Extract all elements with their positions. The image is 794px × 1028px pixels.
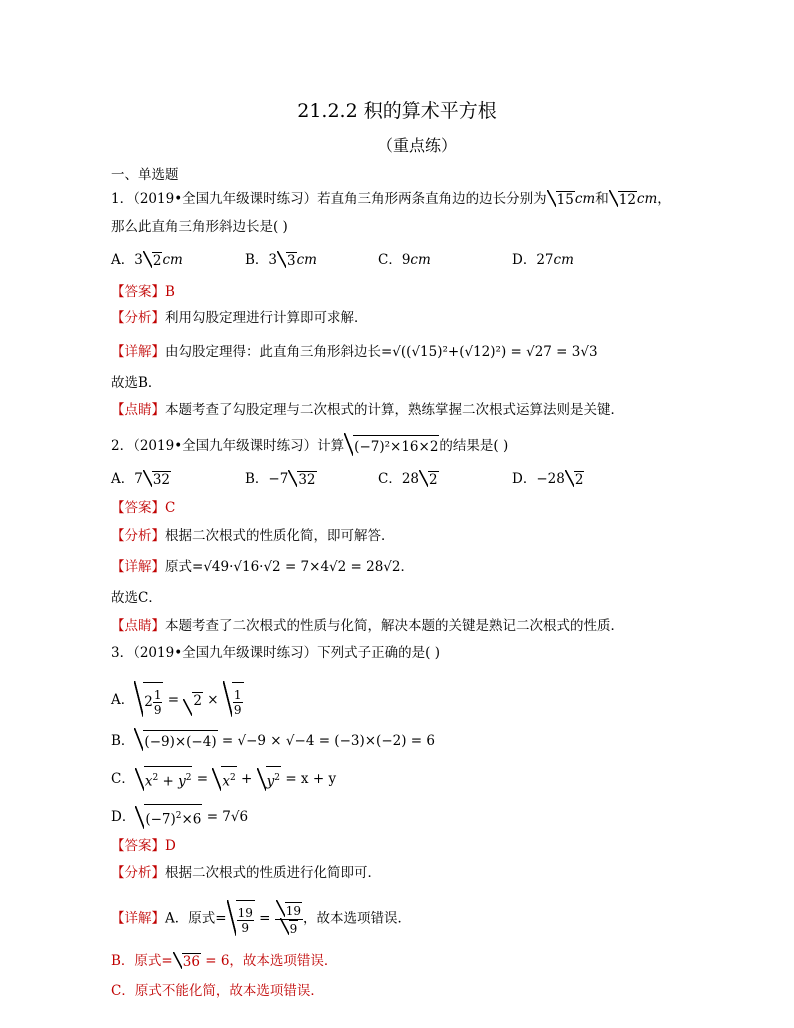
q3-option-d: D． $(-7)^2\times 6 = 7√6$ (111, 804, 248, 831)
q3-answer: 【答案】D (111, 838, 176, 854)
q2-option-b: B．−7 32 (245, 471, 316, 488)
q1-detail-math: =√((√15)²+(√12)²) = √27 = 3√3 (381, 344, 598, 360)
q1-conclusion: 故选B． (111, 375, 162, 391)
q1-stem: 1．（2019•全国九年级课时练习）若直角三角形两条直角边的边长分别为 15cm和 12cm， (111, 191, 671, 208)
page-title: 21.2.2 积的算术平方根 (297, 100, 497, 122)
q2-option-a: A．7 32 (111, 471, 171, 488)
q1-sqrt-15: 15 (547, 191, 575, 209)
q2-conclusion: 故选C． (111, 590, 162, 606)
q2-comment: 【点睛】本题考查了二次根式的性质与化简，解决本题的关键是熟记二次根式的性质． (111, 618, 624, 634)
q1-sqrt-12: 12 (609, 191, 637, 209)
q2-option-c: C．28 2 (378, 471, 438, 488)
q3-stem: 3．（2019•全国九年级课时练习）下列式子正确的是( ) (111, 645, 440, 661)
q3-option-c: C． $x^2 + y^2 = x^2 + y^2 = x + y$ (111, 766, 336, 793)
q1-option-a: A．3 2cm (111, 252, 183, 269)
q2-answer: 【答案】C (111, 500, 176, 516)
q3-option-a: A． 2 $\frac{1}{9}$ = 2 × $\frac{1}{9}$ (111, 682, 244, 719)
q2-stem: 2．（2019•全国九年级课时练习）计算 (−7)²×16×2的结果是( ) (111, 435, 508, 458)
q1-option-b: B．3 3cm (245, 252, 317, 269)
q3-analysis: 【分析】根据二次根式的性质进行化简即可． (111, 865, 381, 881)
q3-detail-a: 【详解】A．原式= $\frac{19}{9}$ = $\frac{19}{9}$ ，故本选项错误． (111, 900, 411, 938)
q1-answer: 【答案】B (111, 284, 175, 300)
q1-comment: 【点睛】本题考查了勾股定理与二次根式的计算，熟练掌握二次根式运算法则是关键． (111, 402, 624, 418)
q3-detail-b: B．原式= 36 = 6，故本选项错误． (111, 953, 338, 970)
q1-option-d: D．27cm (512, 252, 574, 268)
q1-analysis: 【分析】利用勾股定理进行计算即可求解． (111, 310, 368, 326)
section-heading: 一、单选题 (111, 167, 179, 183)
q2-stem-sqrt: (−7)²×16×2 (344, 435, 439, 458)
page-subtitle: （重点练） (376, 136, 457, 155)
q1-stem-text: 1．（2019•全国九年级课时练习）若直角三角形两条直角边的边长分别为 (111, 191, 547, 207)
q1-stem-b: 那么此直角三角形斜边长是( ) (111, 219, 288, 235)
q2-analysis: 【分析】根据二次根式的性质化简，即可解答． (111, 528, 395, 544)
q1-option-c: C．9cm (378, 252, 431, 268)
q3-detail-c: C．原式不能化简，故本选项错误． (111, 983, 324, 999)
q2-detail: 【详解】原式=√49·√16·√2 = 7×4√2 = 28√2． (111, 559, 414, 575)
q3-option-b: B． (−9)×(−4) = √−9 × √−4 = (−3)×(−2) = 6 (111, 730, 435, 753)
q1-detail: 【详解】由勾股定理得：此直角三角形斜边长=√((√15)²+(√12)²) = √27 = 3√3 (111, 344, 598, 360)
q2-option-d: D．−28 2 (512, 471, 584, 488)
q2-detail-math: √49·√16·√2 = 7×4√2 = 28√2． (203, 559, 414, 575)
